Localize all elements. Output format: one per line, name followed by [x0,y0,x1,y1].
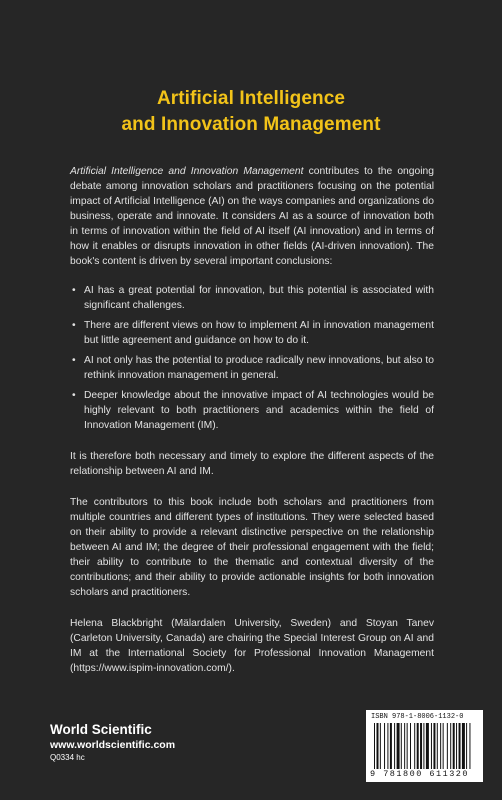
publisher-block [50,721,250,764]
barcode-bar [443,723,444,769]
list-item-text: AI not only has the potential to produce radically new innovations, but also to rethink innovation management in general. [84,355,434,381]
publisher-logo: World Scientific [50,722,152,737]
paragraph-timely: It is therefore both necessary and timely to explore the different aspects of the relationship between AI and IM. [70,451,434,477]
list-item [70,353,434,383]
conclusions-list [70,283,434,433]
barcode-bar [394,723,395,769]
barcode-bar [466,723,467,769]
intro-text: contributes to the ongoing debate among innovation scholars and practitioners focusing on the potential impact of Artificial Intelligence (AI) on the ways companies and organizations do business, operate and innovate. It considers AI as a source of innovation both in terms of innovation within the field of AI itself (AI innovation) and in terms of how it enables or disrupts innovation in other fields (AI-driven innovation). The book's content is driven by several important conclusions: [70,166,434,267]
barcode-bar [456,723,457,769]
barcode-bar [410,723,411,769]
barcode-bar [407,723,408,769]
barcode-bar [374,723,375,769]
publisher-url: www.worldscientific.com [50,739,176,751]
barcode-bar [387,723,388,769]
barcode-bar [404,723,405,769]
barcode-bar [384,723,385,769]
barcode [366,710,483,782]
paragraph-contributors: The contributors to this book include both scholars and practitioners from multiple countries and different types of institutions. They were selected based on their ability to provide a relevant distinctive perspective on the relationship between AI and IM; the degree of their professional engagement with the field; their ability to contribute to the thematic and contextual diversity of the contributions; and their ability to provide actionable insights for both innovation scholars and practitioners. [70,497,434,598]
intro-paragraph [70,164,434,269]
barcode-bar [390,723,392,769]
barcode-bar [414,723,415,769]
book-title [0,86,502,138]
barcode-bar [423,723,424,769]
barcode-bar [377,723,379,769]
barcode-bar [447,723,448,769]
list-item-text: AI has a great potential for innovation, but this potential is associated with significant challenges. [84,285,434,311]
barcode-bars-icon [374,723,476,769]
barcode-bar [450,723,451,769]
barcode-bar [420,723,422,769]
isbn-label: ISBN 978-1-8006-1132-0 [371,713,464,721]
list-item [70,318,434,348]
barcode-digits: 9 781800 611320 [370,769,470,779]
book-title-line-2: and Innovation Management [121,114,381,135]
barcode-bar [431,723,432,769]
book-title-line-1: Artificial Intelligence [156,88,346,109]
bullet-icon: • [72,320,76,331]
barcode-bar [459,723,461,769]
product-code: Q0334 hc [50,753,85,762]
blurb [70,164,434,692]
barcode-bar [453,723,455,769]
list-item-text: There are different views on how to implement AI in innovation management but little agreement and guidance on how to do it. [84,320,434,346]
barcode-bar [426,723,429,769]
barcode-bar [417,723,419,769]
list-item-text: Deeper knowledge about the innovative impact of AI technologies would be highly relevant to both practitioners and academics within the field of Innovation Management (IM). [84,390,434,431]
barcode-bar [440,723,441,769]
intro-book-title: Artificial Intelligence and Innovation Management [70,166,304,177]
list-item [70,388,434,433]
list-item [70,283,434,313]
barcode-bar [397,723,400,769]
bullet-icon: • [72,355,76,366]
bullet-icon: • [72,390,76,401]
barcode-bar [437,723,438,769]
barcode-bar [462,723,465,769]
bullet-icon: • [72,285,76,296]
barcode-bar [433,723,435,769]
barcode-bar [401,723,402,769]
barcode-bar [380,723,381,769]
paragraph-editors: Helena Blackbright (Mälardalen University, Sweden) and Stoyan Tanev (Carleton University, Canada) are chairing the Special Interest Group on AI and IM at the International Society for Professional Innovation Management (https://www.ispim-innovation.com/). [70,618,434,674]
barcode-bar [469,723,470,769]
